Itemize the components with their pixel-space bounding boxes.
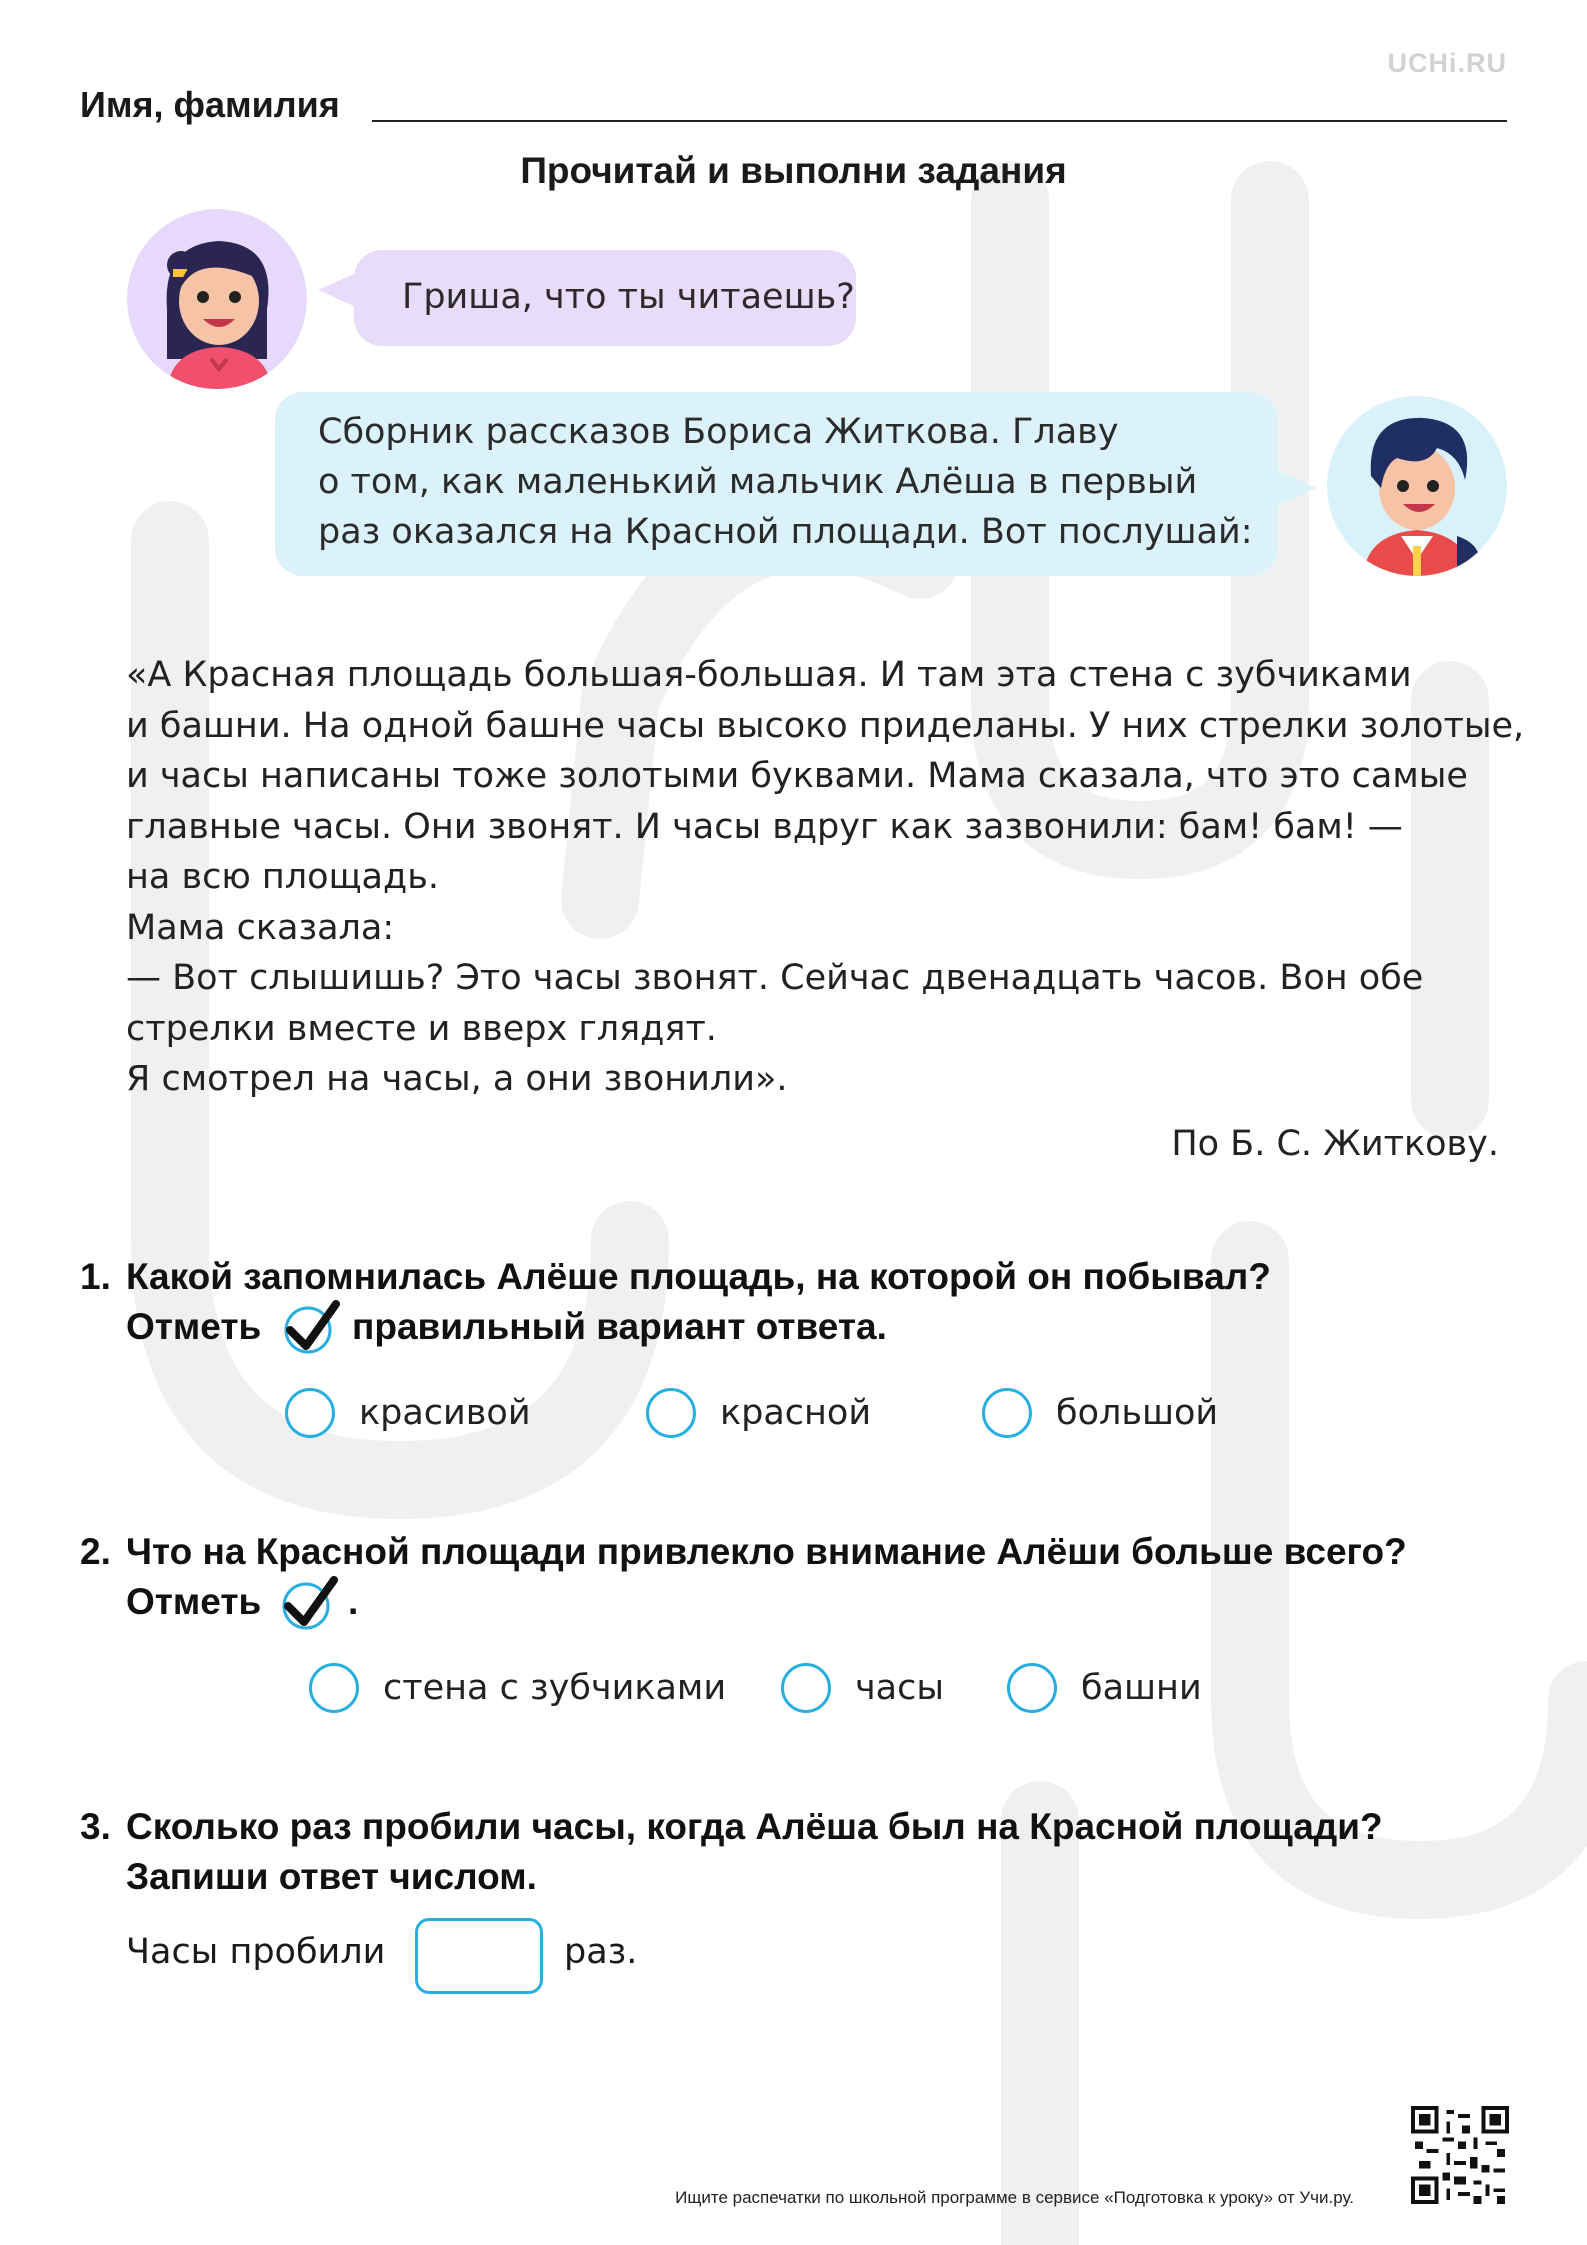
question-number: 1. (80, 1256, 111, 1297)
name-label: Имя, фамилия (80, 84, 340, 125)
girl-avatar (127, 209, 307, 389)
story-author: По Б. С. Житкову. (1171, 1124, 1499, 1164)
question-text: Какой запомнилась Алёше площадь, на которой он побывал? (126, 1256, 1271, 1297)
brand-logo: UCHi.RU (1387, 48, 1507, 78)
girl-speech-text: Гриша, что ты читаешь? (402, 277, 855, 317)
option-q1-3[interactable] (982, 1388, 1218, 1438)
option-q1-1[interactable] (285, 1388, 531, 1438)
story-line: «А Красная площадь большая-большая. И там эта стена с зубчиками (126, 655, 1412, 695)
radio-circle[interactable] (781, 1663, 831, 1713)
story-line: и часы написаны тоже золотыми буквами. Мама сказала, что это самые (126, 756, 1468, 796)
option-q2-1[interactable] (309, 1663, 726, 1713)
story-line: главные часы. Они звонят. И часы вдруг как зазвонили: бам! бам! — (126, 806, 1403, 847)
radio-circle[interactable] (285, 1388, 335, 1438)
option-label: стена с зубчиками (383, 1668, 727, 1708)
question-instruction: Запиши ответ числом. (126, 1856, 537, 1897)
question-text: Сколько раз пробили часы, когда Алёша был на Красной площади? (126, 1806, 1383, 1847)
story-line: Мама сказала: (126, 907, 395, 948)
question-text: Что на Красной площади привлекло внимание Алёши больше всего? (126, 1531, 1407, 1572)
radio-circle[interactable] (309, 1663, 359, 1713)
option-label: башни (1081, 1668, 1202, 1708)
boy-speech-bubble (275, 392, 1278, 576)
question-2 (0, 1527, 1587, 1637)
option-q2-2[interactable] (781, 1663, 944, 1713)
option-q2-3[interactable] (1007, 1663, 1202, 1713)
question-instruction-end: . (348, 1581, 359, 1622)
page-title: Прочитай и выполни задания (520, 150, 1067, 191)
checkmark-icon (282, 1300, 340, 1354)
checkmark-icon (280, 1576, 338, 1630)
boy-speech-line: раз оказался на Красной площади. Вот послушай: (318, 512, 1253, 552)
question-3 (0, 1802, 1587, 1912)
boy-bubble-tail (1276, 470, 1316, 506)
story-line: Я смотрел на часы, а они звонили». (126, 1059, 788, 1099)
footer-text: Ищите распечатки по школьной программе в сервисе «Подготовка к уроку» от Учи.ру. (675, 2188, 1354, 2207)
question-1 (0, 1252, 1587, 1362)
question-number: 2. (80, 1531, 111, 1572)
name-input-line[interactable] (372, 120, 1507, 122)
story-line: на всю площадь. (126, 857, 439, 897)
radio-circle[interactable] (1007, 1663, 1057, 1713)
option-label: красивой (359, 1393, 531, 1433)
answer-input[interactable] (415, 1918, 543, 1994)
question-instruction: Отметь (126, 1581, 262, 1622)
boy-avatar (1327, 396, 1507, 576)
option-label: часы (855, 1668, 945, 1708)
radio-circle[interactable] (982, 1388, 1032, 1438)
option-label: большой (1056, 1393, 1219, 1433)
story-line: — Вот слышишь? Это часы звонят. Сейчас двенадцать часов. Вон обе (126, 958, 1424, 998)
question-instruction-end: правильный вариант ответа. (352, 1306, 887, 1347)
option-label: красной (720, 1393, 872, 1433)
girl-speech-bubble (354, 250, 856, 346)
boy-speech-line: о том, как маленький мальчик Алёша в первый (318, 462, 1198, 502)
answer-suffix: раз. (564, 1932, 638, 1972)
story-line: стрелки вместе и вверх глядят. (126, 1008, 717, 1049)
girl-bubble-tail (318, 272, 358, 308)
boy-speech-line: Сборник рассказов Бориса Житкова. Главу (318, 412, 1119, 452)
story-line: и башни. На одной башне часы высоко приделаны. У них стрелки золотые, (126, 705, 1525, 746)
radio-circle[interactable] (646, 1388, 696, 1438)
story-text (126, 650, 1524, 1105)
question-number: 3. (80, 1806, 111, 1847)
qr-code-icon[interactable] (1411, 2106, 1509, 2204)
option-q1-2[interactable] (646, 1388, 871, 1438)
question-instruction: Отметь (126, 1306, 262, 1347)
answer-prefix: Часы пробили (126, 1932, 386, 1972)
